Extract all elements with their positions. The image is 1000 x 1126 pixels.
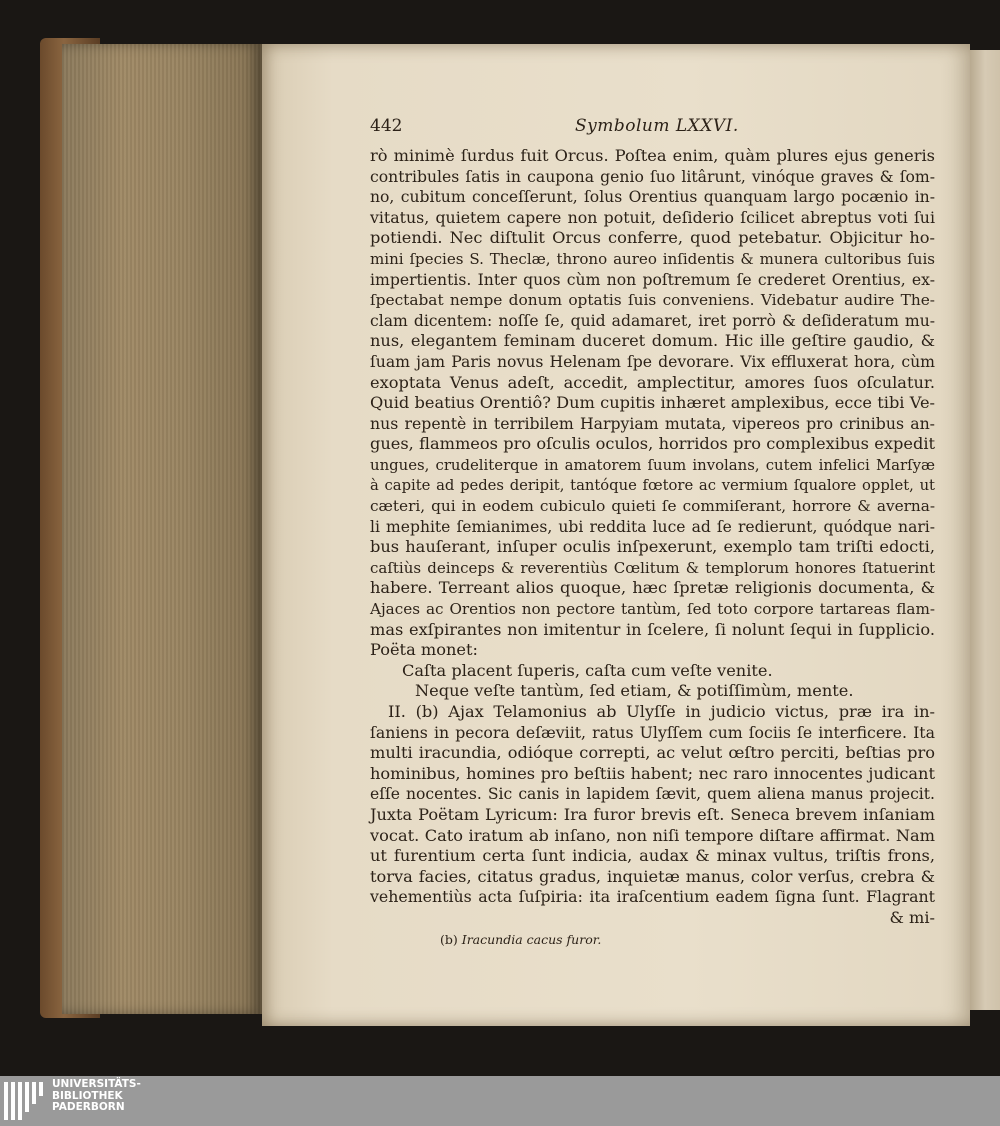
facing-page-edge — [970, 50, 1000, 1010]
text-line: ut furentium certa ſunt indicia, audax & minax vultus, triſtis frons, — [370, 846, 935, 866]
text-line: nus, elegantem feminam duceret domum. Hic ille geſtire gaudio, & — [370, 331, 935, 351]
page-text — [370, 116, 935, 929]
text-line: contribules ſatis in caupona genio ſuo litârunt, vinóque graves & ſom- — [370, 166, 935, 186]
text-line: ſpectabat nempe donum optatis ſuis conveniens. Videbatur audire The- — [370, 291, 935, 310]
library-name-line: BIBLIOTHEK — [52, 1089, 123, 1102]
text-line: Juxta Poëtam Lyricum: Ira furor brevis eſt. Seneca brevem inſaniam — [370, 805, 935, 824]
text-line: vocat. Cato iratum ab inſano, non niſi tempore diſtare affirmat. Nam — [370, 825, 935, 845]
text-line: no, cubitum conceſſerunt, ſolus Orentius quanquam largo pocænio in- — [370, 188, 935, 207]
text-line: ſaniens in pecora deſæviit, ratus Ulyſſem cum ſociis ſe interficere. Ita — [370, 722, 935, 742]
text-line: à capite ad pedes deripit, tantóque fœtore ac vermium ſqualore opplet, ut — [370, 476, 935, 494]
text-line: torva facies, citatus gradus, inquietæ manus, color verſus, crebra & — [370, 866, 935, 886]
footnote-text: Iracundia cacus furor. — [461, 932, 602, 947]
text-line: vehementiùs acta ſuſpiria: ita iraſcentium eadem ſigna ſunt. Flagrant — [370, 887, 935, 907]
text-line: gues, flammeos pro oſculis oculos, horridos pro complexibus expedit — [370, 434, 935, 454]
catchword: & mi- — [889, 907, 935, 927]
text-line: multi iracundia, odióque correpti, ac velut œſtro perciti, beſtias pro — [370, 743, 935, 763]
text-line: Neque veſte tantùm, ſed etiam, & potiſſimùm, mente. — [415, 681, 854, 701]
text-line: cæteri, qui in eodem cubiculo quieti ſe commiſerant, horrore & averna- — [370, 497, 935, 516]
text-line: caſtiùs deinceps & reverentiùs Cœlitum & templorum honores ſtatuerint — [370, 558, 935, 577]
text-line: mini ſpecies S. Theclæ, throno aureo inſidentis & munera cultoribus ſuis — [370, 249, 935, 268]
text-line: ungues, crudeliterque in amatorem ſuum involans, cutem infelici Marſyæ — [370, 455, 935, 474]
text-line: potiendi. Nec diſtulit Orcus conferre, quod petebatur. Objicitur ho- — [370, 228, 935, 248]
text-line: vitatus, quietem capere non potuit, deſiderio ſcilicet abreptus voti ſui — [370, 207, 935, 227]
text-line: ſuam jam Paris novus Helenam ſpe devorare. Vix effluxerat hora, cùm — [370, 351, 935, 371]
text-line: eſſe nocentes. Sic canis in lapidem ſævit, quem aliena manus projecit. — [370, 785, 935, 804]
text-line: li mephite ſemianimes, ubi reddita luce ad ſe redierunt, quódque nari- — [370, 517, 935, 536]
text-line: Poëta monet: — [370, 640, 478, 660]
page-header — [370, 116, 935, 146]
text-line: II. (b) Ajax Telamonius ab Ulyſſe in judicio victus, præ ira in- — [388, 702, 935, 722]
text-line: bus hauſerant, inſuper oculis inſpexerunt, exemplo tam triſti edocti, — [370, 537, 935, 557]
running-head: Symbolum LXXVI. — [575, 116, 739, 136]
library-footer — [0, 1076, 1000, 1126]
text-line: Quid beatius Orentiô? Dum cupitis inhæret amplexibus, ecce tibi Ve- — [370, 393, 935, 413]
text-line: Ajaces ac Orentios non pectore tantùm, ſed toto corpore tartareas flam- — [370, 600, 935, 619]
text-line: rò minimè ſurdus fuit Orcus. Poſtea enim, quàm plures ejus generis — [370, 146, 935, 165]
text-line: habere. Terreant alios quoque, hæc ſpretæ religionis documenta, & — [370, 578, 935, 598]
text-line: exoptata Venus adeſt, accedit, amplectitur, amores ſuos oſculatur. — [370, 372, 935, 392]
page-block-edge — [62, 44, 262, 1014]
verse-line: Caſta placent ſuperis, caſta cum veſte venite. — [402, 660, 773, 680]
footnote — [440, 932, 601, 947]
text-line: impertientis. Inter quos cùm non poſtremum ſe crederet Orentius, ex- — [370, 269, 935, 289]
library-name-line: PADERBORN — [52, 1101, 125, 1113]
library-logo-icon — [4, 1082, 48, 1120]
text-line: mas exſpirantes non imitentur in ſcelere, ſi nolunt ſequi in ſupplicio. — [370, 619, 935, 639]
footnote-mark: (b) — [440, 932, 458, 947]
text-line: clam dicentem: noſſe ſe, quid adamaret, iret porrò & deſideratum mu- — [370, 311, 935, 330]
page-number: 442 — [370, 116, 403, 136]
library-name-line: UNIVERSITÄTS- — [52, 1078, 141, 1090]
text-line: nus repentè in terribilem Harpyiam mutata, vipereos pro crinibus an- — [370, 413, 935, 433]
text-line: hominibus, homines pro beſtiis habent; nec raro innocentes judicant — [370, 763, 935, 783]
library-name — [52, 1079, 141, 1114]
